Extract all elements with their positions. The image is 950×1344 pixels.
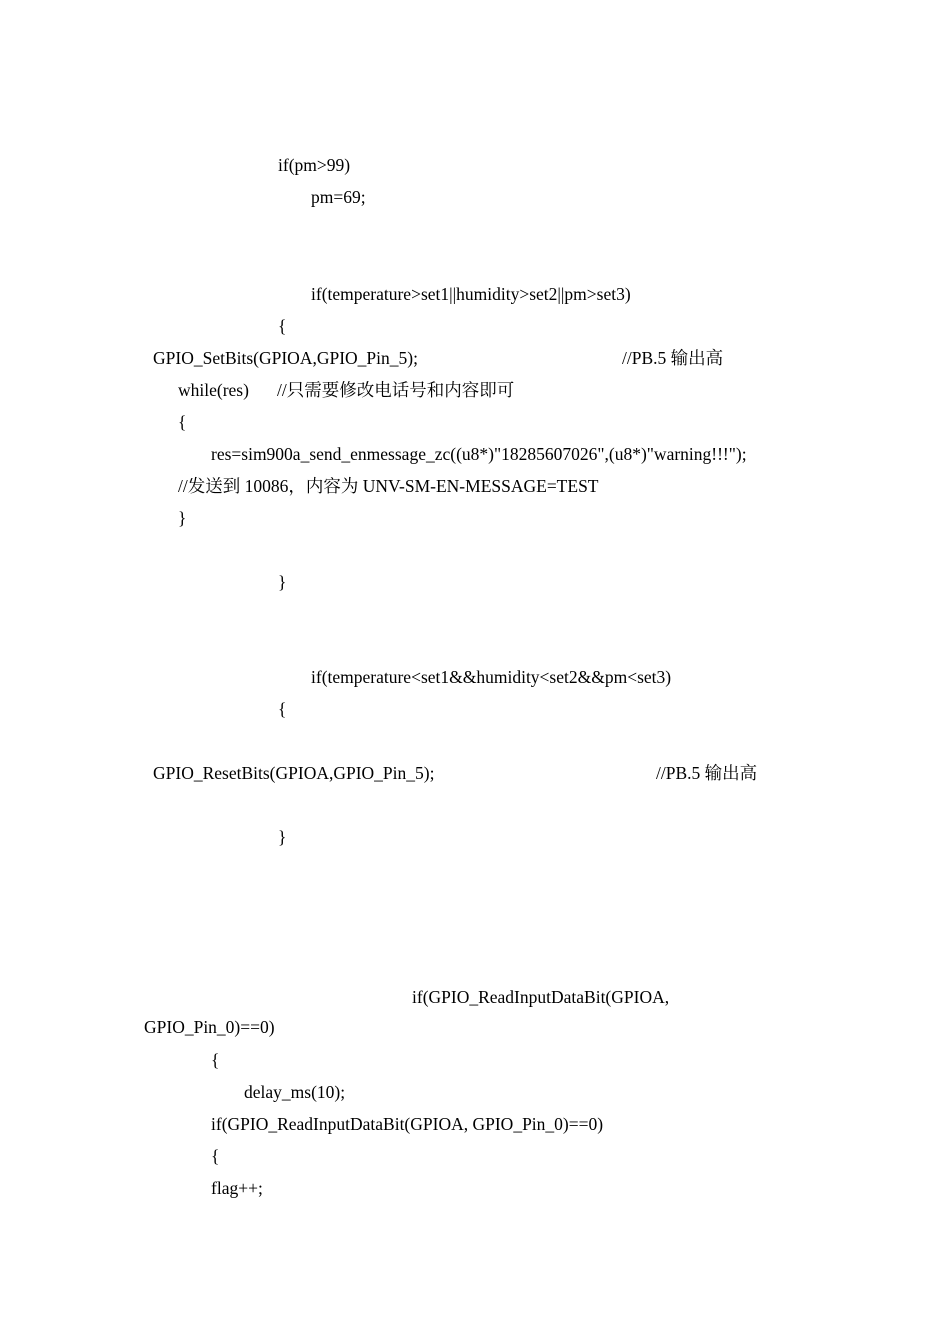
code-comment-pb5: //PB.5 输出高 bbox=[656, 763, 758, 783]
code-line-close-brace: } bbox=[278, 572, 287, 592]
code-line-open-brace: { bbox=[278, 316, 287, 336]
code-line-close-brace: } bbox=[278, 827, 287, 847]
code-line-if-read-input-again: if(GPIO_ReadInputDataBit(GPIOA, GPIO_Pin_0)==0) bbox=[211, 1114, 604, 1134]
code-line-pin0-condition: GPIO_Pin_0)==0) bbox=[144, 1017, 275, 1037]
code-line-open-brace: { bbox=[211, 1146, 220, 1166]
code-line-if-threshold-exceeded: if(temperature>set1||humidity>set2||pm>set3) bbox=[311, 284, 631, 304]
code-line-delay: delay_ms(10); bbox=[244, 1082, 346, 1102]
code-line-if-threshold-normal: if(temperature<set1&&humidity<set2&&pm<set3) bbox=[311, 667, 672, 687]
code-line-flag-increment: flag++; bbox=[211, 1178, 263, 1198]
code-line-open-brace: { bbox=[278, 699, 287, 719]
code-line-open-brace: { bbox=[211, 1050, 220, 1070]
code-line-open-brace: { bbox=[178, 412, 187, 432]
code-line-send-message: res=sim900a_send_enmessage_zc((u8*)"18285607026",(u8*)"warning!!!"); bbox=[211, 444, 747, 464]
code-line-close-brace: } bbox=[178, 508, 187, 528]
code-line-if-pm: if(pm>99) bbox=[278, 155, 351, 175]
code-line-setbits: GPIO_SetBits(GPIOA,GPIO_Pin_5); bbox=[153, 348, 418, 368]
code-line-if-read-input: if(GPIO_ReadInputDataBit(GPIOA, bbox=[412, 987, 670, 1007]
code-line-while: while(res) bbox=[178, 380, 249, 400]
code-comment-modify: //只需要修改电话号和内容即可 bbox=[277, 380, 515, 400]
code-comment-pb5: //PB.5 输出高 bbox=[622, 348, 724, 368]
code-line-resetbits: GPIO_ResetBits(GPIOA,GPIO_Pin_5); bbox=[153, 763, 435, 783]
code-line-pm-assign: pm=69; bbox=[311, 187, 366, 207]
code-comment-send-to: //发送到 10086，内容为 UNV-SM-EN-MESSAGE=TEST bbox=[178, 476, 599, 496]
